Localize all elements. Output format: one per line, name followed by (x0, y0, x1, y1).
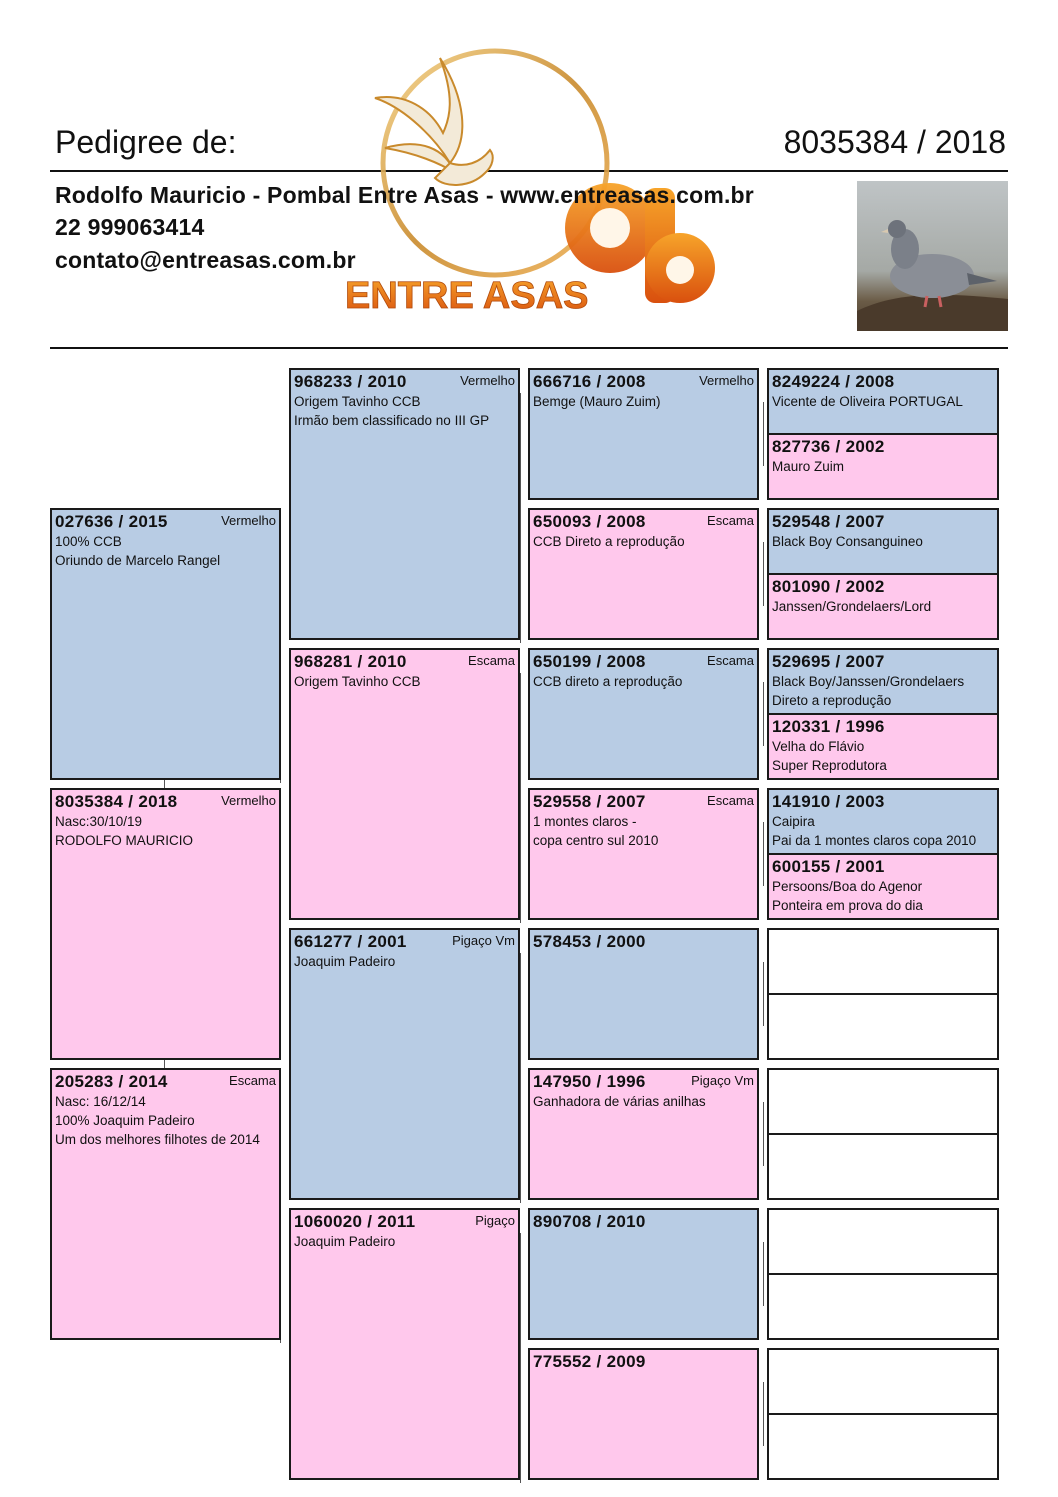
note-line: Ganhadora de várias anilhas (533, 1094, 706, 1109)
ring-number: 120331 / 1996 (772, 717, 885, 736)
note-line: Vicente de Oliveira PORTUGAL (772, 394, 963, 409)
connector-line (763, 402, 764, 466)
gen3-card[interactable] (528, 1068, 759, 1200)
note-line: Janssen/Grondelaers/Lord (772, 599, 932, 614)
color-label: Vermelho (460, 373, 515, 388)
ring-number: 650093 / 2008 (533, 512, 646, 531)
connector-line (520, 1233, 521, 1483)
color-label: Escama (707, 793, 754, 808)
ring-number: 147950 / 1996 (533, 1072, 646, 1091)
note-line: Caipira (772, 814, 815, 829)
gen3-card[interactable] (528, 508, 759, 640)
note-line: Origem Tavinho CCB (294, 394, 421, 409)
color-label: Pigaço Vm (452, 933, 515, 948)
gen3-card[interactable] (528, 368, 759, 500)
note-line: Persoons/Boa do Agenor (772, 879, 923, 894)
gen4-card[interactable] (767, 648, 999, 715)
color-label: Escama (707, 513, 754, 528)
note-line: Super Reprodutora (772, 758, 887, 773)
ring-number: 578453 / 2000 (533, 932, 646, 951)
subject-card[interactable] (50, 788, 281, 1060)
note-line: Joaquim Padeiro (294, 954, 396, 969)
pedigree-ring-number: 8035384 / 2018 (783, 124, 1006, 160)
gen4-card-empty[interactable] (767, 1068, 999, 1135)
note-line: Nasc:30/10/19 (55, 814, 143, 829)
ring-number: 968233 / 2010 (294, 372, 407, 391)
gen4-card-empty[interactable] (767, 928, 999, 995)
gen4-card-empty[interactable] (767, 1133, 999, 1200)
color-label: Vermelho (221, 513, 276, 528)
ring-number: 205283 / 2014 (55, 1072, 168, 1091)
color-label: Pigaço Vm (691, 1073, 754, 1088)
connector-line (763, 1102, 764, 1166)
section-divider (50, 347, 1008, 349)
note-line: Velha do Flávio (772, 739, 865, 754)
connector-line (763, 822, 764, 886)
ring-number: 529548 / 2007 (772, 512, 885, 531)
gen2-card[interactable] (289, 368, 520, 640)
gen3-card[interactable] (528, 928, 759, 1060)
note-line: Bemge (Mauro Zuim) (533, 394, 661, 409)
gen4-card[interactable] (767, 433, 999, 500)
gen4-card-empty[interactable] (767, 1208, 999, 1275)
gen4-card[interactable] (767, 368, 999, 435)
connector-line (763, 682, 764, 746)
gen3-card[interactable] (528, 788, 759, 920)
gen4-card-empty[interactable] (767, 1413, 999, 1480)
connector-line (520, 953, 521, 1203)
ring-number: 529695 / 2007 (772, 652, 885, 671)
ring-number: 8249224 / 2008 (772, 372, 895, 391)
ring-number: 775552 / 2009 (533, 1352, 646, 1371)
note-line: Ponteira em prova do dia (772, 898, 923, 913)
gen4-card[interactable] (767, 713, 999, 780)
dam-card[interactable] (50, 1068, 281, 1340)
note-line: Origem Tavinho CCB (294, 674, 421, 689)
ring-number: 600155 / 2001 (772, 857, 885, 876)
connector-line (520, 673, 521, 923)
connector-line (763, 1242, 764, 1306)
ring-number: 890708 / 2010 (533, 1212, 646, 1231)
gen4-card-empty[interactable] (767, 1348, 999, 1415)
entre-asas-logo (345, 38, 745, 318)
ring-number: 529558 / 2007 (533, 792, 646, 811)
note-line: Direto a reprodução (772, 693, 892, 708)
note-line: Irmão bem classificado no III GP (294, 413, 490, 428)
color-label: Vermelho (699, 373, 754, 388)
note-line: Black Boy/Janssen/Grondelaers (772, 674, 965, 689)
gen4-card[interactable] (767, 508, 999, 575)
ring-number: 141910 / 2003 (772, 792, 885, 811)
gen3-card[interactable] (528, 1208, 759, 1340)
note-line: 100% Joaquim Padeiro (55, 1113, 195, 1128)
gen4-card[interactable] (767, 788, 999, 855)
ring-number: 666716 / 2008 (533, 372, 646, 391)
gen4-card[interactable] (767, 573, 999, 640)
gen3-card[interactable] (528, 1348, 759, 1480)
color-label: Escama (229, 1073, 276, 1088)
note-line: Oriundo de Marcelo Rangel (55, 553, 221, 568)
note-line: 1 montes claros - (533, 814, 637, 829)
note-line: CCB Direto a reprodução (533, 534, 685, 549)
ring-number: 027636 / 2015 (55, 512, 168, 531)
ring-number: 827736 / 2002 (772, 437, 885, 456)
ring-number: 650199 / 2008 (533, 652, 646, 671)
gen3-card[interactable] (528, 648, 759, 780)
logo-text: ENTRE ASAS (345, 275, 589, 317)
page-title: Pedigree de: (55, 124, 237, 160)
ring-number: 968281 / 2010 (294, 652, 407, 671)
note-line: copa centro sul 2010 (533, 833, 659, 848)
owner-email: contato@entreasas.com.br (55, 247, 356, 273)
note-line: RODOLFO MAURICIO (55, 833, 194, 848)
note-line: Mauro Zuim (772, 459, 845, 474)
connector-line (763, 542, 764, 606)
gen4-card-empty[interactable] (767, 993, 999, 1060)
note-line: Nasc: 16/12/14 (55, 1094, 146, 1109)
gen2-card[interactable] (289, 1208, 520, 1480)
note-line: Pai da 1 montes claros copa 2010 (772, 833, 977, 848)
owner-phone: 22 999063414 (55, 214, 205, 240)
note-line: Black Boy Consanguineo (772, 534, 923, 549)
note-line: 100% CCB (55, 534, 122, 549)
color-label: Vermelho (221, 793, 276, 808)
color-label: Pigaço (475, 1213, 515, 1228)
connector-line (520, 393, 521, 643)
note-line: CCB direto a reprodução (533, 674, 683, 689)
connector-line (763, 962, 764, 1026)
gen2-card[interactable] (289, 928, 520, 1200)
pigeon-photo (857, 181, 1008, 331)
ring-number: 661277 / 2001 (294, 932, 407, 951)
ring-number: 1060020 / 2011 (294, 1212, 416, 1231)
note-line: Joaquim Padeiro (294, 1234, 396, 1249)
owner-line: Rodolfo Mauricio - Pombal Entre Asas - www.entreasas.com.br (55, 182, 754, 208)
note-line: Um dos melhores filhotes de 2014 (55, 1132, 260, 1147)
gen2-card[interactable] (289, 648, 520, 920)
color-label: Escama (468, 653, 515, 668)
color-label: Escama (707, 653, 754, 668)
ring-number: 801090 / 2002 (772, 577, 885, 596)
connector-line (763, 1382, 764, 1446)
ring-number: 8035384 / 2018 (55, 792, 178, 811)
sire-card[interactable] (50, 508, 281, 780)
gen4-card-empty[interactable] (767, 1273, 999, 1340)
gen4-card[interactable] (767, 853, 999, 920)
